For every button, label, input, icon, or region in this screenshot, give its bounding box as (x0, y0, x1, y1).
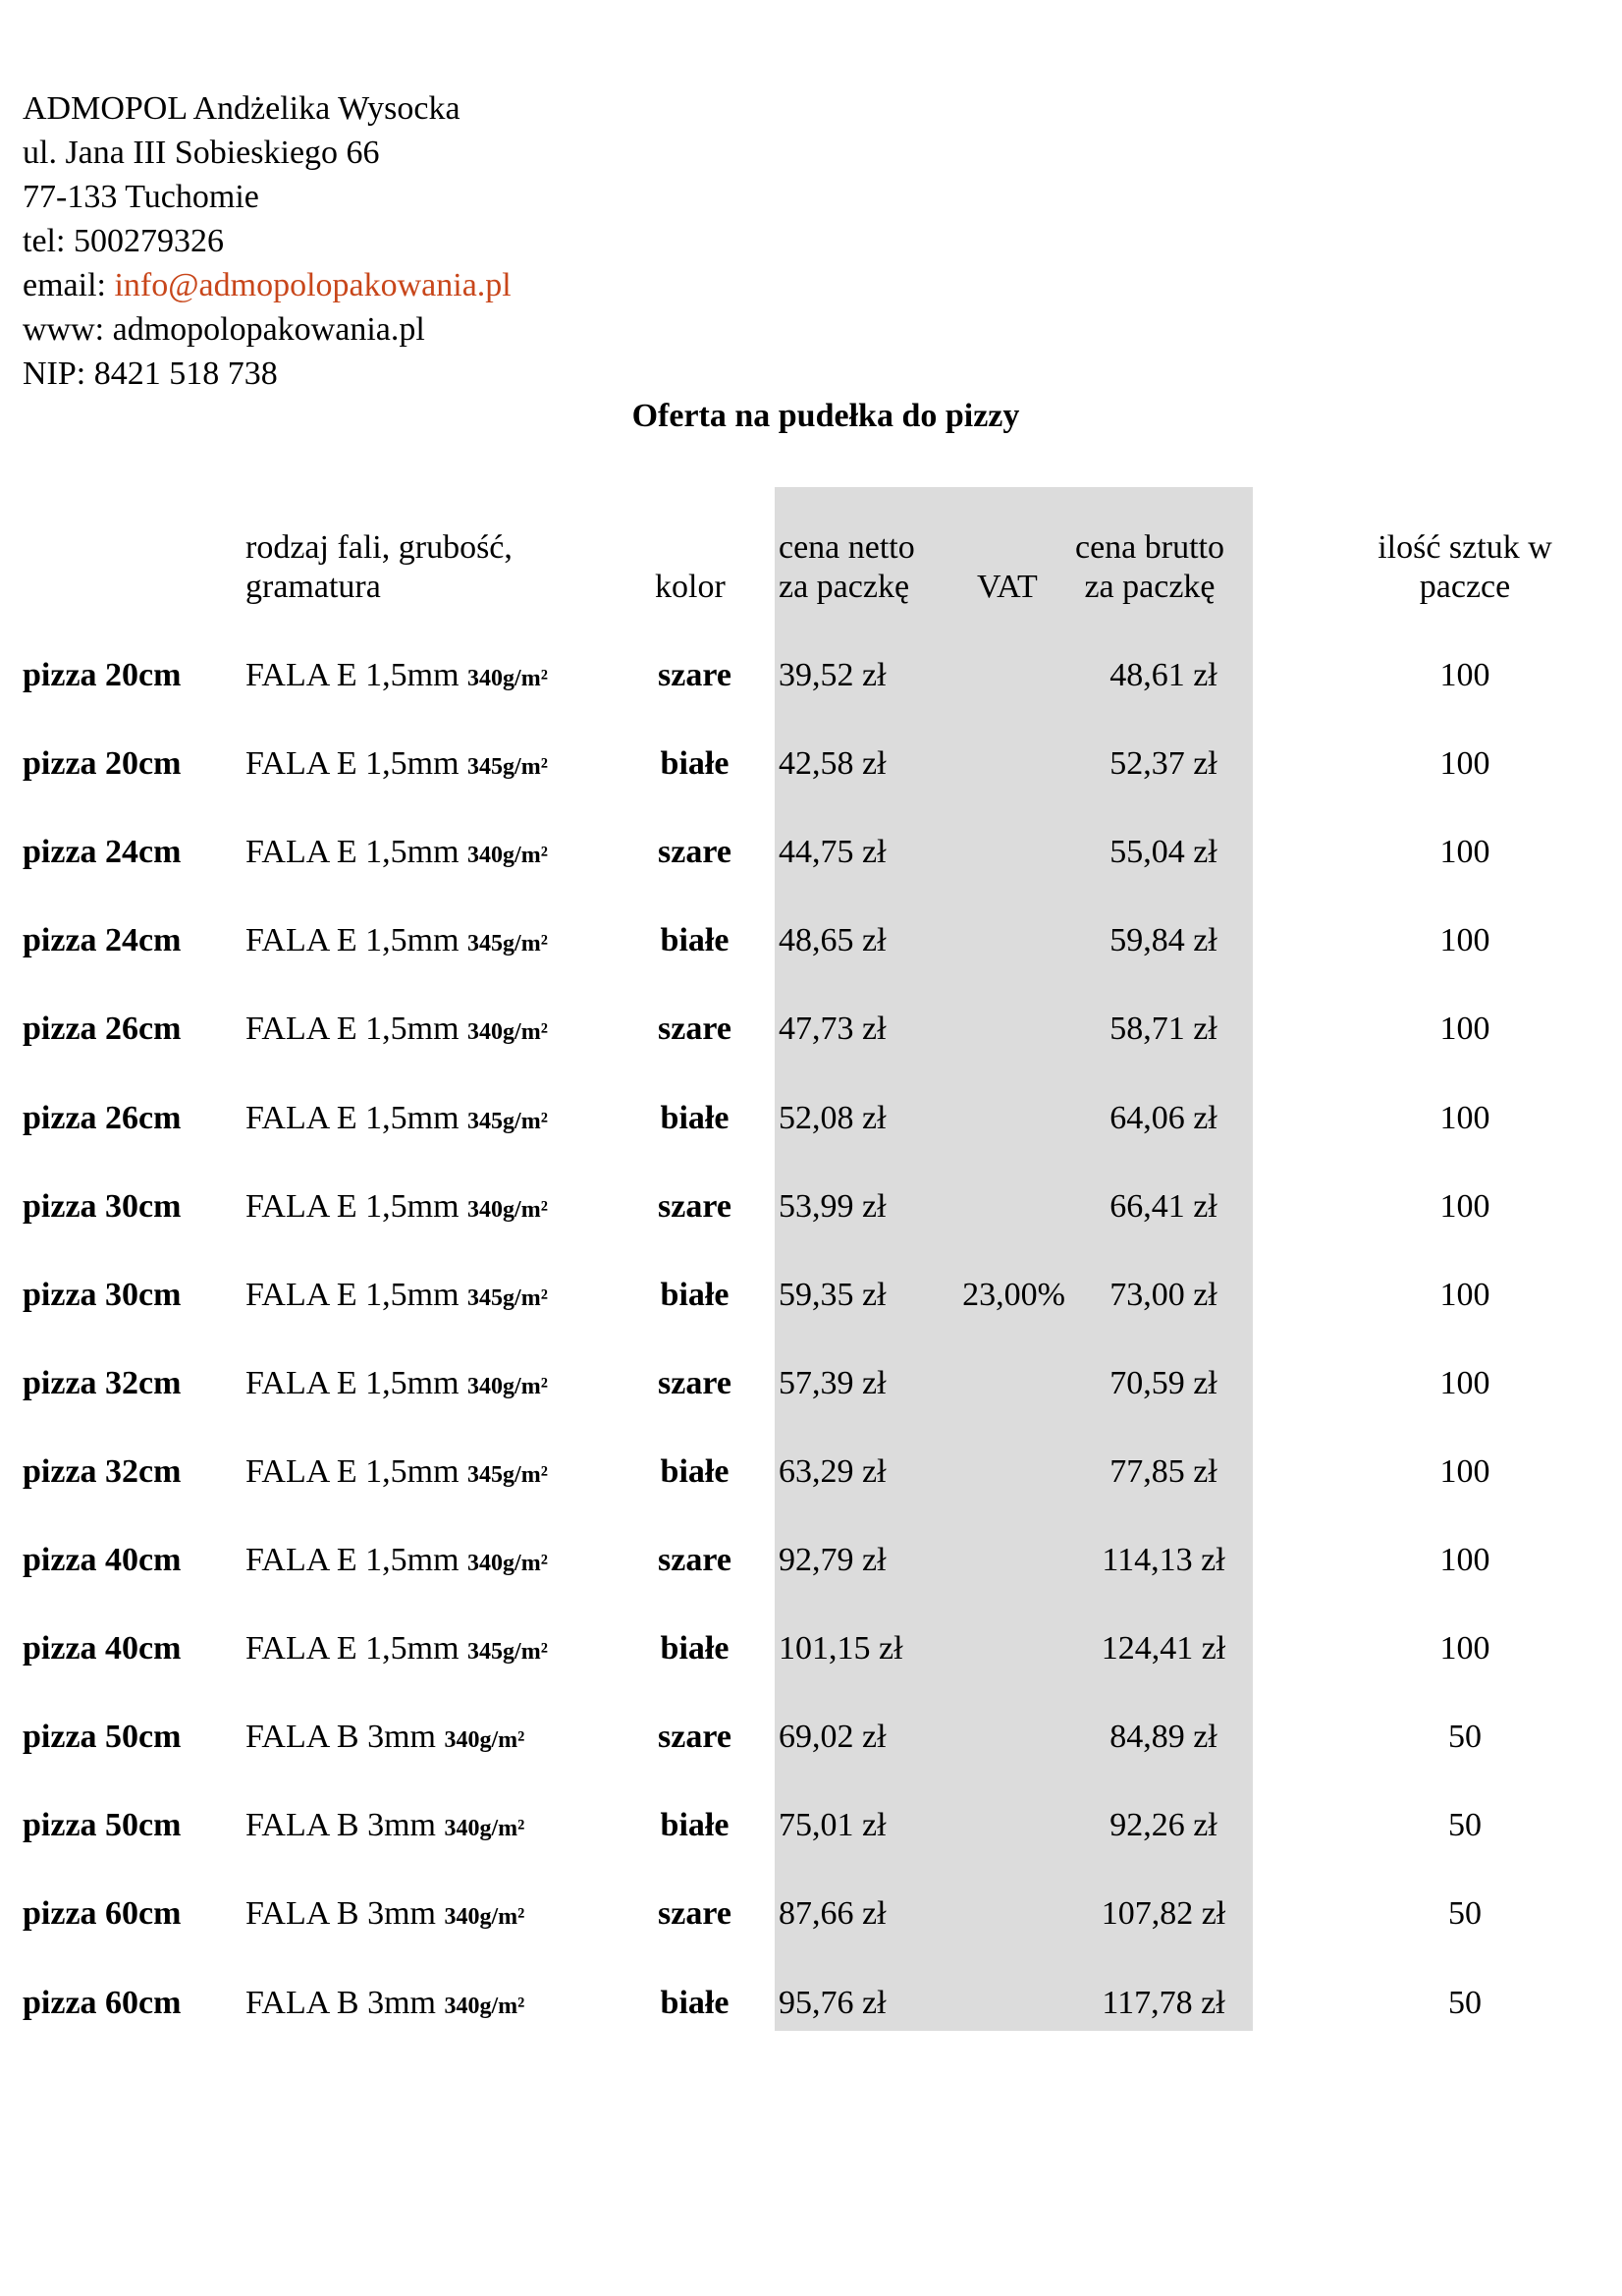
box-color: szare (658, 1895, 731, 1932)
net-price: 53,99 zł (779, 1188, 887, 1225)
gross-price: 92,26 zł (1109, 1807, 1217, 1843)
gross-price: 117,78 zł (1102, 1985, 1225, 2021)
company-name: ADMOPOL Andżelika Wysocka (23, 90, 460, 127)
net-price: 44,75 zł (779, 834, 887, 870)
product-name: pizza 20cm (23, 745, 182, 782)
gross-price: 73,00 zł (1109, 1277, 1217, 1313)
table-row (0, 1531, 1622, 1590)
grammage: 345g/m² (467, 931, 548, 957)
product-name: pizza 60cm (23, 1985, 182, 2021)
email-label: email: (23, 267, 106, 303)
net-price: 59,35 zł (779, 1277, 887, 1313)
table-row (0, 735, 1622, 793)
wave-type-cell (245, 646, 548, 708)
product-name: pizza 40cm (23, 1630, 182, 1667)
header-quantity: ilość sztuk w paczce (1378, 529, 1552, 605)
table-row (0, 911, 1622, 970)
product-name: pizza 40cm (23, 1542, 182, 1578)
net-price: 95,76 zł (779, 1985, 887, 2021)
net-price: 69,02 zł (779, 1719, 887, 1755)
table-row (0, 823, 1622, 882)
gross-price: 55,04 zł (1109, 834, 1217, 870)
grammage: 345g/m² (467, 1639, 548, 1665)
wave-type: FALA E 1,5mm (245, 1188, 460, 1225)
wave-type-cell (245, 1354, 548, 1416)
company-phone (23, 219, 512, 263)
wave-type: FALA E 1,5mm (245, 657, 460, 693)
header-gross-price: cena brutto za paczkę (1075, 529, 1224, 605)
wave-type: FALA B 3mm (245, 1895, 436, 1932)
product-name: pizza 20cm (23, 657, 182, 693)
pack-quantity: 100 (1439, 922, 1490, 958)
gross-price: 64,06 zł (1109, 1100, 1217, 1136)
pack-quantity: 50 (1448, 1807, 1482, 1843)
header-wave-type: rodzaj fali, grubość, gramatura (245, 529, 513, 605)
wave-type-cell (245, 1619, 548, 1681)
grammage: 340g/m² (467, 666, 548, 691)
wave-type: FALA E 1,5mm (245, 922, 460, 958)
wave-type: FALA E 1,5mm (245, 1277, 460, 1313)
pack-quantity: 100 (1439, 834, 1490, 870)
wave-type-cell (245, 1000, 548, 1062)
box-color: szare (658, 1011, 731, 1047)
pack-quantity: 100 (1439, 1188, 1490, 1225)
gross-price: 66,41 zł (1109, 1188, 1217, 1225)
pack-quantity: 100 (1439, 1542, 1490, 1578)
table-row (0, 1266, 1622, 1325)
pack-quantity: 100 (1439, 745, 1490, 782)
gross-price: 124,41 zł (1101, 1630, 1226, 1667)
www-label: www: (23, 311, 105, 348)
company-www (23, 307, 512, 352)
pack-quantity: 100 (1439, 1100, 1490, 1136)
table-row (0, 1796, 1622, 1855)
company-nip (23, 352, 512, 396)
wave-type: FALA B 3mm (245, 1985, 436, 2021)
table-row (0, 1974, 1622, 2033)
product-name: pizza 26cm (23, 1011, 182, 1047)
net-price: 87,66 zł (779, 1895, 887, 1932)
table-row (0, 1089, 1622, 1148)
net-price: 48,65 zł (779, 922, 887, 958)
table-row (0, 1354, 1622, 1413)
wave-type-cell (245, 1885, 524, 1946)
company-email (23, 263, 512, 307)
grammage: 345g/m² (467, 1462, 548, 1488)
product-name: pizza 60cm (23, 1895, 182, 1932)
grammage: 340g/m² (444, 1727, 525, 1753)
wave-type: FALA E 1,5mm (245, 1100, 460, 1136)
wave-type-cell (245, 1177, 548, 1239)
www-address: admopolopakowania.pl (112, 311, 425, 348)
phone-number: 500279326 (73, 223, 224, 259)
table-row (0, 1619, 1622, 1678)
grammage: 340g/m² (467, 843, 548, 868)
header-vat: VAT (977, 569, 1038, 605)
table-row (0, 1443, 1622, 1502)
box-color: szare (658, 1365, 731, 1401)
gross-price: 107,82 zł (1101, 1895, 1226, 1932)
gross-price: 59,84 zł (1109, 922, 1217, 958)
grammage: 340g/m² (467, 1197, 548, 1223)
wave-type-cell (245, 823, 548, 885)
net-price: 42,58 zł (779, 745, 887, 782)
gross-price: 84,89 zł (1109, 1719, 1217, 1755)
wave-type-cell (245, 735, 548, 796)
header-color: kolor (655, 569, 726, 605)
net-price: 101,15 zł (779, 1630, 903, 1667)
box-color: białe (660, 1100, 730, 1136)
grammage: 340g/m² (467, 1019, 548, 1045)
gross-price: 48,61 zł (1109, 657, 1217, 693)
wave-type: FALA E 1,5mm (245, 745, 460, 782)
box-color: białe (660, 1985, 730, 2021)
company-street: ul. Jana III Sobieskiego 66 (23, 135, 380, 171)
vat-rate: 23,00% (962, 1277, 1065, 1313)
wave-type: FALA E 1,5mm (245, 1365, 460, 1401)
product-name: pizza 50cm (23, 1719, 182, 1755)
pack-quantity: 100 (1439, 1365, 1490, 1401)
wave-type: FALA B 3mm (245, 1807, 436, 1843)
box-color: białe (660, 745, 730, 782)
net-price: 39,52 zł (779, 657, 887, 693)
pack-quantity: 50 (1448, 1985, 1482, 2021)
box-color: białe (660, 922, 730, 958)
wave-type: FALA E 1,5mm (245, 1542, 460, 1578)
nip-number: 8421 518 738 (93, 355, 278, 392)
box-color: białe (660, 1630, 730, 1667)
wave-type-cell (245, 1443, 548, 1504)
wave-type-cell (245, 1266, 548, 1328)
company-city: 77-133 Tuchomie (23, 179, 259, 215)
grammage: 345g/m² (467, 754, 548, 780)
product-name: pizza 32cm (23, 1365, 182, 1401)
net-price: 63,29 zł (779, 1453, 887, 1490)
box-color: szare (658, 657, 731, 693)
product-name: pizza 24cm (23, 922, 182, 958)
box-color: białe (660, 1807, 730, 1843)
net-price: 57,39 zł (779, 1365, 887, 1401)
box-color: białe (660, 1453, 730, 1490)
table-row (0, 1708, 1622, 1767)
pack-quantity: 100 (1439, 657, 1490, 693)
product-name: pizza 50cm (23, 1807, 182, 1843)
wave-type: FALA E 1,5mm (245, 1011, 460, 1047)
email-link[interactable]: info@admopolopakowania.pl (114, 267, 512, 303)
phone-label: tel: (23, 223, 66, 259)
grammage: 345g/m² (467, 1109, 548, 1134)
gross-price: 114,13 zł (1102, 1542, 1225, 1578)
wave-type-cell (245, 1708, 524, 1770)
grammage: 345g/m² (467, 1285, 548, 1311)
gross-price: 77,85 zł (1109, 1453, 1217, 1490)
table-row (0, 1885, 1622, 1943)
gross-price: 70,59 zł (1109, 1365, 1217, 1401)
grammage: 340g/m² (467, 1551, 548, 1576)
table-row (0, 646, 1622, 705)
wave-type-cell (245, 911, 548, 973)
product-name: pizza 24cm (23, 834, 182, 870)
pack-quantity: 100 (1439, 1453, 1490, 1490)
product-name: pizza 30cm (23, 1188, 182, 1225)
wave-type: FALA B 3mm (245, 1719, 436, 1755)
box-color: szare (658, 1719, 731, 1755)
wave-type: FALA E 1,5mm (245, 1630, 460, 1667)
gross-price: 52,37 zł (1109, 745, 1217, 782)
header-net-price: cena netto za paczkę (779, 529, 915, 605)
wave-type-cell (245, 1531, 548, 1593)
table-row (0, 1177, 1622, 1236)
pack-quantity: 100 (1439, 1277, 1490, 1313)
pack-quantity: 50 (1448, 1719, 1482, 1755)
wave-type: FALA E 1,5mm (245, 834, 460, 870)
pack-quantity: 100 (1439, 1630, 1490, 1667)
box-color: białe (660, 1277, 730, 1313)
pack-quantity: 100 (1439, 1011, 1490, 1047)
wave-type: FALA E 1,5mm (245, 1453, 460, 1490)
box-color: szare (658, 1542, 731, 1578)
net-price: 52,08 zł (779, 1100, 887, 1136)
grammage: 340g/m² (467, 1374, 548, 1399)
wave-type-cell (245, 1796, 524, 1858)
company-info (23, 86, 512, 396)
pack-quantity: 50 (1448, 1895, 1482, 1932)
product-name: pizza 26cm (23, 1100, 182, 1136)
net-price: 47,73 zł (779, 1011, 887, 1047)
grammage: 340g/m² (444, 1994, 525, 2019)
net-price: 75,01 zł (779, 1807, 887, 1843)
table-row (0, 1000, 1622, 1059)
box-color: szare (658, 834, 731, 870)
product-name: pizza 32cm (23, 1453, 182, 1490)
wave-type-cell (245, 1974, 524, 2036)
nip-label: NIP: (23, 355, 86, 392)
wave-type-cell (245, 1089, 548, 1151)
product-name: pizza 30cm (23, 1277, 182, 1313)
net-price: 92,79 zł (779, 1542, 887, 1578)
box-color: szare (658, 1188, 731, 1225)
gross-price: 58,71 zł (1109, 1011, 1217, 1047)
offer-title: Oferta na pudełka do pizzy (631, 398, 1020, 434)
grammage: 340g/m² (444, 1904, 525, 1930)
grammage: 340g/m² (444, 1816, 525, 1841)
